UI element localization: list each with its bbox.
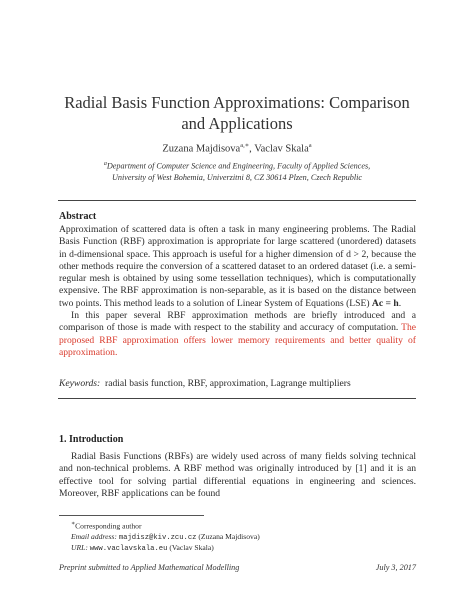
abstract-para1-end: . [398, 297, 402, 309]
title-line-2: and Applications [181, 114, 293, 133]
email-owner: (Zuzana Majdisova) [198, 531, 260, 541]
abstract-para1-text: Approximation of scattered data is often a task in many engineering problems. The Radial Basis Function (RBF) approximation is appropriate for large scattered (unordered) datasets in d-dimensional space. This approach is useful for a higher dimension of d > 2, because the other methods require the conversion of a scattered dataset to an ordered dataset (i.e. a semi-regular mesh is obtained by using some tessellation techniques), which is computationally expensive. The RBF approximation is non-separable, as it is based on the distance between two points. This method leads to a solution of Linear System of Equations (LSE) [59, 224, 416, 309]
corresponding-text: Corresponding author [75, 521, 142, 531]
introduction-heading: 1. Introduction [59, 434, 124, 445]
corresponding-superscript: ∗ [71, 521, 76, 527]
abstract-paragraph-2 [59, 310, 416, 359]
affiliation-line-1 [60, 159, 414, 172]
email-link[interactable]: majdisz@kiv.zcu.cz [118, 533, 197, 542]
affiliation [60, 159, 414, 183]
abstract-equation: Ac = h [371, 297, 399, 309]
footnotes [59, 519, 260, 554]
introduction-body: Radial Basis Functions (RBFs) are widely used across of many fields solving technical and non-technical problems. A RBF method was originally introduced by [1] and it is an effective tool for solving partial differential equations in engineering and sciences. Moreover, RBF applications can be found [59, 451, 416, 499]
title-line-1: Radial Basis Function Approximations: Comparison [64, 93, 410, 112]
footnote-email [59, 532, 260, 543]
author-list [60, 141, 414, 155]
email-label: Email address: [71, 531, 117, 541]
footnote-corresponding [59, 519, 260, 532]
abstract-top-rule [58, 200, 416, 201]
submission-date: July 3, 2017 [375, 563, 416, 572]
affiliation-superscript: a [103, 161, 107, 167]
preprint-note: Preprint submitted to Applied Mathematical Modelling [59, 563, 240, 572]
author-1: Zuzana Majdisova [162, 143, 241, 155]
abstract-bottom-rule [58, 398, 416, 399]
author-1-superscript: a,∗ [240, 142, 250, 149]
abstract-heading: Abstract [59, 211, 97, 222]
author-2-superscript: a [308, 142, 312, 149]
keywords-label: Keywords: [59, 378, 101, 389]
abstract-body [59, 224, 416, 359]
abstract-highlight-text: The proposed RBF approximation offers lower memory requirements and better quality of approximation. [59, 322, 416, 358]
footnote-url [59, 543, 260, 554]
abstract-paragraph-1 [59, 224, 416, 310]
url-link[interactable]: www.vaclavskala.eu [89, 544, 168, 553]
abstract-para2-text: In this paper several RBF approximation methods are briefly introduced and a comparison of those is made with respect to the stability and accuracy of computation. [59, 310, 416, 334]
affiliation-line-1-text: Department of Computer Science and Engineering, Faculty of Applied Sciences, [106, 161, 371, 171]
paper-title [60, 92, 414, 134]
url-label: URL: [71, 542, 88, 552]
affiliation-line-2: University of West Bohemia, Univerzitni 8, CZ 30614 Plzen, Czech Republic [111, 172, 363, 182]
url-owner: (Vaclav Skala) [169, 542, 214, 552]
keywords-list: radial basis function, RBF, approximation, Lagrange multipliers [105, 378, 351, 389]
author-2: Vaclav Skala [254, 143, 309, 155]
keywords [59, 378, 351, 389]
footnote-rule [59, 515, 204, 516]
author-separator: , [249, 143, 255, 155]
